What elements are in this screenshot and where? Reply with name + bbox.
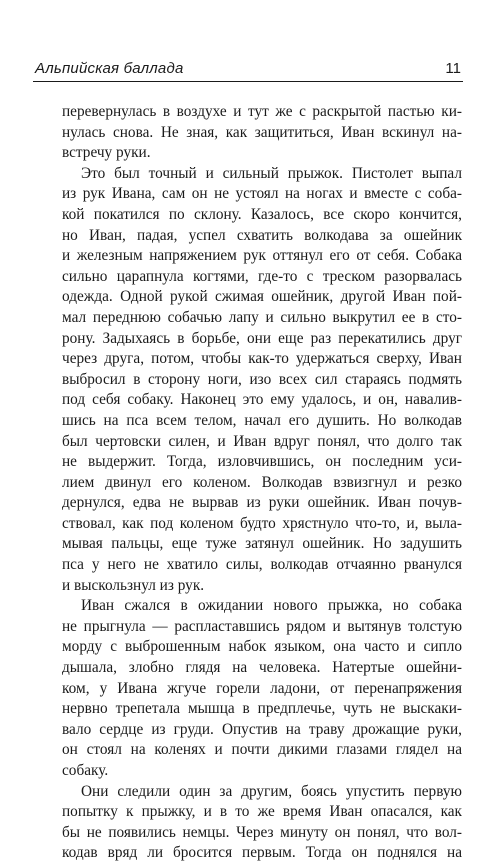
text-line: Они следили один за другим, боясь упустить первую (81, 782, 462, 800)
text-line: собаку. (62, 762, 109, 779)
text-line: попытку к прыжку, и в то же время Иван опасался, как (62, 803, 462, 821)
text-line: через друга, потом, чтобы как-то удержаться сверху, Иван (62, 350, 462, 368)
text-line: нервно трепетала мышца в предплечье, чуть не выскаки- (62, 700, 462, 718)
text-line: вало сердце из груди. Опустив на траву дрожащие руки, (62, 720, 462, 738)
text-line: был чертовски силен, и Иван вдруг понял, что долго так (62, 432, 462, 450)
text-line: рону. Задыхаясь в борьбе, они еще раз перекатились друг (62, 329, 462, 347)
text-line: ком, у Ивана жгуче горели ладони, от перенапряжения (62, 679, 462, 697)
text-line: он стоял на коленях и почти дикими глазами глядел на (62, 741, 462, 759)
text-line: одежда. Одной рукой сжимая ошейник, другой Иван пой- (62, 288, 462, 306)
text-line: нулась снова. Не зная, как защититься, Иван вскинул на- (62, 123, 462, 141)
text-line: лием двинул его коленом. Волкодав взвизгнул и резко (62, 473, 462, 491)
text-line: выбросил в сторону ноги, изо всех сил стараясь подмять (62, 370, 462, 388)
page-number: 11 (445, 60, 461, 77)
text-line: шись на пса всем телом, начал его душить. Но волкодав (62, 411, 462, 429)
text-line: не выдержит. Тогда, изловчившись, он последним уси- (62, 453, 462, 471)
text-line: не прыгнула — распластавшись рядом и вытянув толстую (62, 617, 462, 635)
text-line: кой покатился по склону. Казалось, все скоро кончится, (62, 205, 462, 223)
text-line: мал переднюю собачью лапу и сильно выкрутил ее в сто- (62, 308, 462, 326)
text-line: и выскользнул из рук. (62, 576, 205, 594)
text-line: ствовал, как под коленом будто хрястнуло что-то, и, выла- (62, 514, 462, 532)
text-line: и железным напряжением рук оттянул его от себя. Собака (62, 247, 462, 265)
text-line: перевернулась в воздухе и тут же с раскрытой пастью ки- (62, 103, 462, 120)
text-line: мывая пальцы, еще туже затянул ошейник. Но задушить (62, 535, 462, 553)
text-line: встречу руки. (62, 144, 151, 162)
text-line: кодав вряд ли бросится первым. Тогда он поднялся на (62, 844, 462, 862)
running-head (33, 60, 463, 82)
text-line: Иван сжался в ожидании нового прыжка, но собака (81, 597, 462, 615)
text-line: под себя собаку. Наконец это ему удалось, и он, навалив- (62, 391, 462, 409)
text-line: дышала, злобно глядя на человека. Натертые ошейни- (62, 659, 462, 677)
text-line: дернулся, едва не вырвав из руки ошейник. Иван почув- (62, 494, 462, 512)
text-line: Это был точный и сильный прыжок. Пистолет выпал (81, 164, 462, 182)
body-text (62, 102, 462, 864)
header-rule (33, 81, 463, 82)
text-line: сильно царапнула когтями, где-то с треском разорвалась (62, 267, 462, 285)
book-title: Альпийская баллада (35, 60, 184, 77)
text-line: пса у него не хватило силы, волкодав отчаянно рванулся (62, 556, 462, 574)
text-line: морду с выброшенным набок языком, она часто и сипло (62, 638, 462, 656)
text-line: бы не появились немцы. Через минуту он понял, что вол- (62, 823, 462, 841)
text-line: но Иван, падая, успел схватить волкодава за ошейник (62, 226, 462, 244)
text-line: из рук Ивана, сам он не устоял на ногах и вместе с соба- (62, 185, 462, 203)
